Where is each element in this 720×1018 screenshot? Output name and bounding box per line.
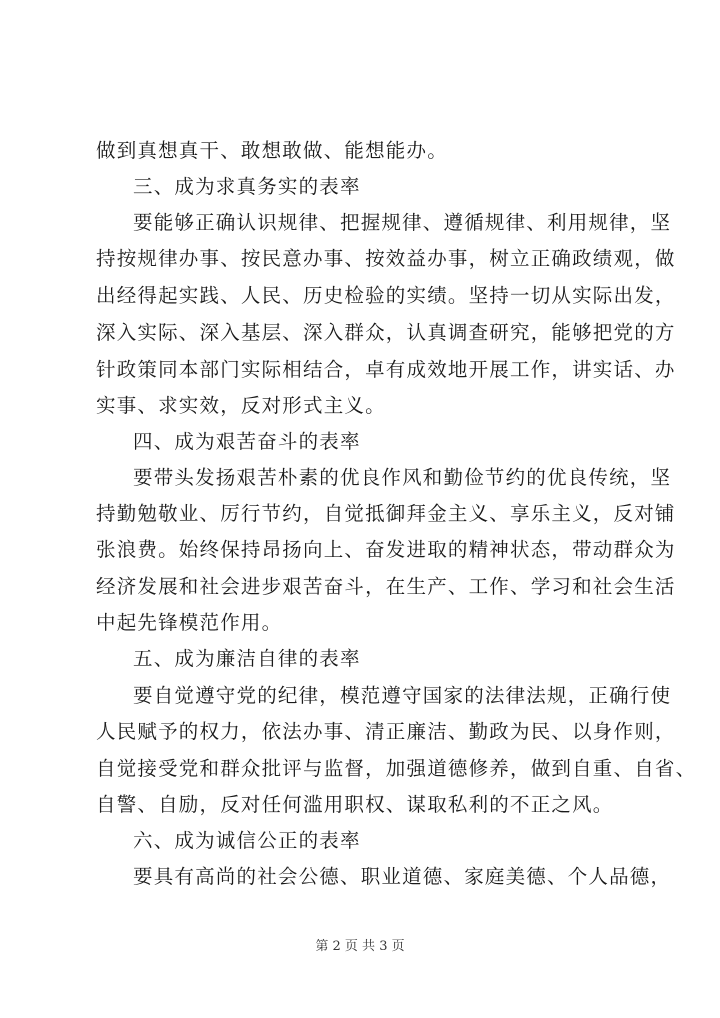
section-heading: 四、成为艰苦奋斗的表率 xyxy=(133,430,361,453)
paragraph-line: 要能够正确认识规律、把握规律、遵循规律、利用规律，坚 xyxy=(133,211,672,234)
paragraph-line: 自警、自励，反对任何滥用职权、谋取私利的不正之风。 xyxy=(96,793,614,816)
section-heading: 六、成为诚信公正的表率 xyxy=(133,829,361,852)
paragraph-line: 张浪费。始终保持昂扬向上、奋发进取的精神状态，带动群众为 xyxy=(96,538,676,561)
paragraph-line: 经济发展和社会进步艰苦奋斗，在生产、工作、学习和社会生活 xyxy=(96,575,676,598)
paragraph-line: 做到真想真干、敢想敢做、能想能办。 xyxy=(96,139,448,162)
paragraph-line: 要具有高尚的社会公德、职业道德、家庭美德、个人品德， xyxy=(133,865,672,888)
paragraph-line: 中起先锋模范作用。 xyxy=(96,611,283,634)
paragraph-line: 持勤勉敬业、厉行节约，自觉抵御拜金主义、享乐主义，反对铺 xyxy=(96,502,676,525)
paragraph-line: 人民赋予的权力，依法办事、清正廉洁、勤政为民、以身作则， xyxy=(96,720,676,743)
paragraph-line: 实事、求实效，反对形式主义。 xyxy=(96,394,386,417)
paragraph-line: 持按规律办事、按民意办事、按效益办事，树立正确政绩观，做 xyxy=(96,247,676,270)
page-footer: 第 2 页 共 3 页 xyxy=(315,939,405,954)
paragraph-line: 出经得起实践、人民、历史检验的实绩。坚持一切从实际出发， xyxy=(96,284,676,307)
paragraph-line: 要自觉遵守党的纪律，模范遵守国家的法律法规，正确行使 xyxy=(133,684,672,707)
paragraph-line: 要带头发扬艰苦朴素的优良作风和勤俭节约的优良传统，坚 xyxy=(133,466,672,489)
paragraph-line: 自觉接受党和群众批评与监督，加强道德修养，做到自重、自省、 xyxy=(96,757,697,780)
paragraph-line: 针政策同本部门实际相结合，卓有成效地开展工作，讲实话、办 xyxy=(96,358,676,381)
paragraph-line: 深入实际、深入基层、深入群众，认真调查研究，能够把党的方 xyxy=(96,321,676,344)
section-heading: 三、成为求真务实的表率 xyxy=(133,175,361,198)
section-heading: 五、成为廉洁自律的表率 xyxy=(133,647,361,670)
